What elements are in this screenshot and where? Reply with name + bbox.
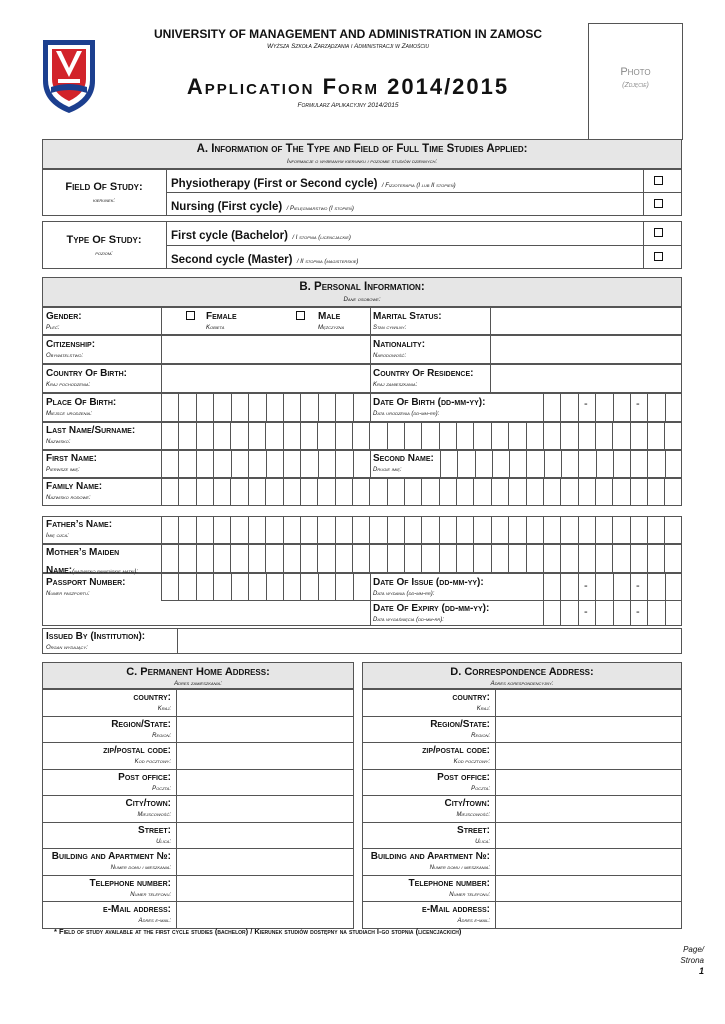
home-address-row: [42, 795, 354, 823]
home-address-row-field[interactable]: [177, 876, 353, 902]
correspondence-address-row-field[interactable]: [496, 690, 681, 716]
correspondence-address-row-label-pl: Kraj:: [476, 706, 490, 712]
date-of-expiry-label: Date Of Expiry (dd-mm-yy):: [373, 603, 490, 614]
field-option-physiotherapy-pl: / Fizjoterapia (I lub II stopień): [381, 183, 456, 189]
country-of-residence-label-pl: Kraj zamieszkania:: [373, 382, 418, 388]
date-of-birth-label-pl: Data urodzenia (dd-mm-rr):: [373, 411, 440, 417]
first-name-label-pl: Pierwsze imię:: [46, 467, 80, 473]
correspondence-address-row-field[interactable]: [496, 743, 681, 769]
passport-number-label: Passport Number:: [46, 577, 126, 588]
type-of-study-label: Type Of Study:: [66, 234, 142, 246]
checkbox-physiotherapy[interactable]: [654, 176, 663, 185]
correspondence-address-row-field[interactable]: [496, 823, 681, 849]
home-address-row: [42, 848, 354, 876]
home-address-row-label: Post office:: [118, 771, 171, 783]
checkbox-female[interactable]: [186, 311, 195, 320]
female-label-pl: Kobieta: [206, 325, 225, 331]
second-name-label-pl: Drugie imię:: [373, 467, 402, 473]
home-address-row: [42, 875, 354, 903]
field-option-nursing: [171, 197, 354, 215]
section-b-title: B. Personal Information:: [299, 281, 425, 293]
page-number: 1: [698, 966, 704, 976]
correspondence-address-row: [362, 769, 682, 797]
home-address-row-label-pl: Numer telefonu:: [130, 891, 171, 898]
date-of-birth-label: Date Of Birth (dd-mm-yy):: [373, 397, 486, 408]
home-address-row-field[interactable]: [177, 770, 353, 796]
correspondence-address-row: [362, 901, 682, 929]
university-name-pl: Wyższa Szkoła Zarządzania i Administracji w Zamościu: [267, 43, 429, 50]
nationality-field[interactable]: [491, 336, 681, 363]
father-name-label: Father’s Name:: [46, 519, 113, 530]
mother-name-cells[interactable]: [161, 544, 682, 573]
home-address-row-label-pl: Adres e-mail:: [138, 918, 171, 924]
issued-by-label-pl: Organ wydający:: [46, 645, 88, 651]
correspondence-address-row: [362, 742, 682, 770]
home-address-row-field[interactable]: [177, 743, 353, 769]
date-of-expiry-label-pl: Data wygaśnięcia (dd-mm-rr):: [373, 617, 444, 623]
correspondence-address-row-label: Building and Apartment №:: [370, 851, 490, 862]
citizenship-field[interactable]: [162, 336, 369, 363]
home-address-row-label: Region/State:: [111, 718, 171, 730]
type-option-second-cycle-pl: / II stopnia (magisterskie): [296, 259, 359, 265]
date-of-issue-label-pl: Data wydania (dd-mm-rr):: [373, 591, 435, 597]
expiry-dash-2: -: [636, 606, 640, 618]
home-address-row-field[interactable]: [177, 849, 353, 875]
correspondence-address-row-label-pl: Numer domu i mieszkania:: [429, 865, 490, 871]
correspondence-address-row: [362, 848, 682, 876]
correspondence-address-row: [362, 689, 682, 717]
section-c-header: [42, 662, 354, 689]
home-address-row-label-pl: Poczta:: [152, 785, 171, 792]
type-option-second-cycle: [171, 250, 358, 268]
correspondence-address-row-field[interactable]: [496, 876, 681, 902]
home-address-row-label: e-Mail address:: [103, 904, 171, 915]
home-address-row-label-pl: Region:: [152, 732, 171, 739]
correspondence-address-row: [362, 822, 682, 850]
home-address-row: [42, 689, 354, 717]
home-address-row-field[interactable]: [177, 902, 353, 928]
place-of-birth-label: Place Of Birth:: [46, 397, 117, 408]
marital-status-label: Marital Status:: [373, 311, 442, 322]
correspondence-address-row-label-pl: Ulica:: [475, 838, 490, 845]
family-name-label: Family Name:: [46, 481, 103, 492]
father-name-label-pl: Imię ojca:: [46, 533, 69, 539]
type-option-first-cycle-text: First cycle (Bachelor): [171, 230, 288, 242]
last-name-cells[interactable]: [161, 422, 682, 450]
first-name-cells[interactable]: [161, 450, 370, 478]
correspondence-address-row-field[interactable]: [496, 717, 681, 743]
checkbox-first-cycle[interactable]: [654, 228, 663, 237]
mother-name-label-pl: (nazwisko panieńskie matki):: [72, 569, 139, 575]
passport-number-cells[interactable]: [161, 573, 370, 600]
home-address-row-label: country:: [133, 692, 171, 703]
date-of-expiry-cells[interactable]: [543, 600, 682, 626]
university-name: UNIVERSITY OF MANAGEMENT AND ADMINISTRATION IN ZAMOSC: [154, 27, 542, 41]
checkbox-second-cycle[interactable]: [654, 252, 663, 261]
home-address-row-label: zip/postal code:: [103, 745, 171, 756]
correspondence-address-row-label-pl: Poczta:: [471, 785, 490, 792]
place-of-birth-cells[interactable]: [161, 393, 370, 422]
home-address-row-label: Telephone number:: [89, 877, 171, 889]
last-name-label-pl: Nazwisko:: [46, 439, 71, 445]
home-address-row-field[interactable]: [177, 823, 353, 849]
father-name-cells[interactable]: [161, 516, 682, 544]
home-address-row: [42, 769, 354, 797]
nationality-label-pl: Narodowość:: [373, 353, 407, 359]
field-option-nursing-text: Nursing (First cycle): [171, 201, 283, 213]
issue-dash-2: -: [636, 580, 640, 592]
gender-label: Gender:: [46, 311, 82, 322]
page-label-pl: Strona: [680, 956, 704, 965]
section-d-header: [362, 662, 682, 689]
checkbox-nursing[interactable]: [654, 199, 663, 208]
home-address-row-label: City/town:: [125, 798, 171, 809]
section-c-title: C. Permanent Home Address:: [126, 666, 270, 678]
family-name-cells[interactable]: [161, 478, 682, 506]
section-b-header: [42, 277, 682, 307]
section-a-header: [42, 139, 682, 169]
correspondence-address-row-label-pl: Miejscowość:: [456, 812, 490, 818]
country-of-birth-label: Country Of Birth:: [46, 368, 128, 379]
home-address-row-label: Street:: [138, 824, 171, 836]
male-label: Male: [318, 311, 341, 322]
female-label: Female: [206, 311, 237, 322]
last-name-label: Last Name/Surname:: [46, 425, 136, 436]
country-of-residence-label: Country Of Residence:: [373, 368, 474, 379]
mother-name-label-2-text: Name:: [46, 565, 73, 576]
home-address-row-label-pl: Ulica:: [156, 838, 171, 845]
correspondence-address-row: [362, 795, 682, 823]
issue-dash-1: -: [584, 580, 588, 592]
type-option-first-cycle: [171, 226, 351, 244]
country-of-residence-field[interactable]: [491, 365, 681, 392]
correspondence-address-row-label-pl: Numer telefonu:: [449, 891, 490, 898]
date-of-issue-label: Date Of Issue (dd-mm-yy):: [373, 577, 484, 588]
correspondence-address-row-label: Post office:: [437, 771, 490, 783]
form-title-pl: Formularz Aplikacyjny 2014/2015: [297, 102, 399, 109]
photo-box[interactable]: [588, 23, 683, 140]
form-title: Application Form 2014/2015: [186, 74, 510, 99]
gender-label-pl: Płeć:: [46, 325, 60, 331]
checkbox-male[interactable]: [296, 311, 305, 320]
first-name-label: First Name:: [46, 453, 97, 464]
correspondence-address-row-label: e-Mail address:: [422, 904, 490, 915]
section-d-title: D. Correspondence Address:: [450, 666, 594, 678]
country-of-birth-label-pl: Kraj pochodzenia:: [46, 382, 91, 388]
second-name-label: Second Name:: [373, 453, 434, 464]
field-of-study-label-pl: kierunek:: [92, 198, 116, 204]
correspondence-address-row-label-pl: Region:: [471, 732, 490, 739]
country-of-birth-field[interactable]: [162, 365, 369, 392]
home-address-row-field[interactable]: [177, 717, 353, 743]
type-option-second-cycle-text: Second cycle (Master): [171, 254, 293, 266]
section-a-title: A. Information of The Type and Field of Full Time Studies Applied:: [196, 143, 528, 155]
field-of-study-label: Field Of Study:: [65, 181, 143, 193]
correspondence-address-row-label: Telephone number:: [408, 877, 490, 889]
correspondence-address-row-label: Street:: [457, 824, 490, 836]
home-address-row: [42, 901, 354, 929]
citizenship-label-pl: Obywatelstwo:: [46, 353, 84, 359]
section-b-subtitle: Dane osobowe:: [343, 297, 381, 303]
page-label-en: Page/: [683, 945, 704, 954]
correspondence-address-row-label: Region/State:: [430, 718, 490, 730]
marital-status-label-pl: Stan cywilny:: [373, 325, 407, 331]
correspondence-address-row: [362, 716, 682, 744]
correspondence-address-row-label-pl: Adres e-mail:: [457, 918, 490, 924]
dob-dash-2: -: [636, 398, 640, 410]
home-address-row-label-pl: Kod pocztowy:: [134, 759, 171, 765]
second-name-cells[interactable]: [440, 450, 682, 478]
home-address-row: [42, 742, 354, 770]
home-address-row: [42, 822, 354, 850]
photo-label: Photo: [620, 66, 651, 78]
home-address-row-label-pl: Miejscowość:: [137, 812, 171, 818]
home-address-row-field[interactable]: [177, 796, 353, 822]
citizenship-label: Citizenship:: [46, 339, 96, 350]
section-a-subtitle: Informacje o wybranym kierunku i poziomie studiów dziennych:: [286, 159, 438, 165]
male-label-pl: Mężczyzna: [318, 325, 345, 331]
field-option-physiotherapy-text: Physiotherapy (First or Second cycle): [171, 178, 378, 190]
correspondence-address-row-label: City/town:: [444, 798, 490, 809]
field-option-nursing-pl: / Pielęgniarstwo (I stopień): [286, 206, 354, 212]
correspondence-address-row-label-pl: Kod pocztowy:: [453, 759, 490, 765]
date-of-issue-cells[interactable]: [543, 573, 682, 600]
correspondence-address-row-field[interactable]: [496, 770, 681, 796]
field-option-physiotherapy: [171, 174, 456, 192]
passport-number-label-pl: Numer paszportu:: [46, 591, 90, 597]
correspondence-address-row-field[interactable]: [496, 796, 681, 822]
type-option-first-cycle-pl: / I stopnia (licencjackie): [292, 235, 351, 241]
correspondence-address-row-field[interactable]: [496, 849, 681, 875]
page-label: [640, 944, 704, 977]
home-address-row-label: Building and Apartment №:: [51, 851, 171, 862]
correspondence-address-row-field[interactable]: [496, 902, 681, 928]
dob-dash-1: -: [584, 398, 588, 410]
mother-name-label-1: Mother’s Maiden: [46, 547, 120, 558]
home-address-row-field[interactable]: [177, 690, 353, 716]
footnote: * Field of study available at the first cycle studies (bachelor) / Kierunek studiów dostępny na studiach I-go stopnia (licencjackich): [54, 927, 462, 936]
university-logo: [40, 37, 98, 115]
home-address-row-label-pl: Kraj:: [157, 706, 171, 712]
type-of-study-label-pl: poziom:: [95, 251, 113, 257]
expiry-dash-1: -: [584, 606, 588, 618]
section-c-subtitle: Adres zamieszkania:: [174, 681, 222, 687]
date-of-birth-cells[interactable]: [543, 393, 682, 422]
correspondence-address-row-label: country:: [452, 692, 490, 703]
home-address-row-label-pl: Numer domu i mieszkania:: [110, 865, 171, 871]
nationality-label: Nationality:: [373, 339, 426, 350]
issued-by-label: Issued By (Institution):: [46, 631, 146, 642]
section-d-subtitle: Adres korespondencyjny:: [490, 681, 554, 687]
marital-status-field[interactable]: [491, 308, 681, 334]
correspondence-address-row: [362, 875, 682, 903]
home-address-row: [42, 716, 354, 744]
family-name-label-pl: Nazwisko rodowe:: [46, 495, 91, 501]
issued-by-field[interactable]: [178, 629, 681, 653]
correspondence-address-row-label: zip/postal code:: [422, 745, 490, 756]
photo-label-pl: (Zdjęcie): [622, 82, 649, 89]
place-of-birth-label-pl: Miejsce urodzenia:: [46, 411, 92, 417]
